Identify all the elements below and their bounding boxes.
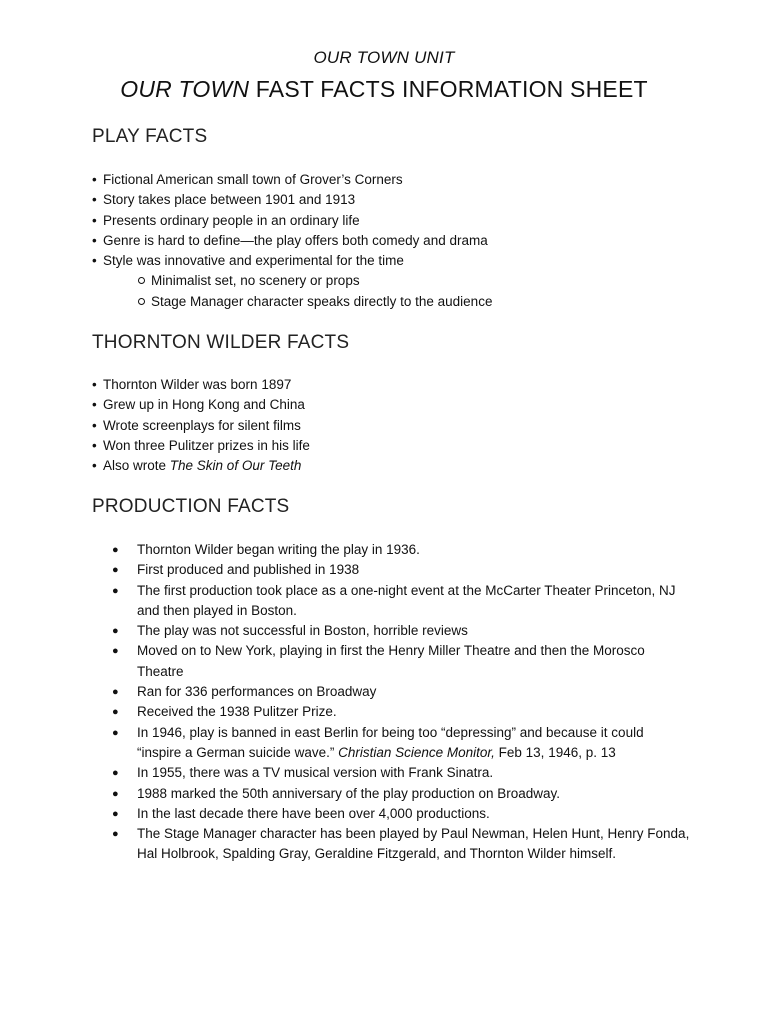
wilder-facts-heading: THORNTON WILDER FACTS — [92, 332, 350, 353]
list-item: • Grew up in Hong Kong and China — [92, 397, 305, 413]
list-item: • Also wrote The Skin of Our Teeth — [92, 458, 302, 474]
list-item: ● In 1955, there was a TV musical version with Frank Sinatra. — [112, 765, 494, 781]
page-title-rest: FAST FACTS INFORMATION SHEET — [249, 76, 648, 102]
list-item: ● Moved on to New York, playing in first the Henry Miller Theatre and then the Morosco Theatre — [112, 643, 645, 679]
wilder-facts-list — [92, 375, 310, 476]
list-item: ● Received the 1938 Pulitzer Prize. — [112, 704, 337, 720]
play-facts-list — [92, 170, 492, 312]
list-item: • Thornton Wilder was born 1897 — [92, 377, 292, 392]
unit-title: OUR TOWN UNIT — [313, 48, 455, 67]
list-item: ● In 1946, play is banned in east Berlin for being too “depressing” and because it could “inspire a German suicide wave.” Christian Science Monitor, Feb 13, 1946, p. 13 — [112, 724, 644, 760]
list-item: ● First produced and published in 1938 — [112, 562, 360, 578]
play-facts-heading: PLAY FACTS — [92, 126, 208, 147]
production-facts-list — [110, 540, 690, 865]
book-title: The Skin of Our Teeth — [169, 458, 302, 474]
list-item: ● In the last decade there have been over 4,000 productions. — [112, 805, 490, 821]
list-item: • Presents ordinary people in an ordinary life — [92, 212, 360, 228]
list-item: ● The first production took place as a one-night event at the McCarter Theater Princeton, NJ and then played in Boston. — [112, 582, 676, 618]
hollow-bullet-icon — [138, 298, 145, 305]
page-title-play-name: OUR TOWN — [120, 76, 250, 102]
list-item: • Fictional American small town of Grover’s Corners — [92, 172, 403, 187]
list-item: • Story takes place between 1901 and 1913 — [92, 192, 356, 208]
list-item: ● Ran for 336 performances on Broadway — [112, 684, 377, 700]
list-item: • Style was innovative and experimental for the time — [92, 253, 404, 269]
list-item: • Won three Pulitzer prizes in his life — [92, 437, 310, 453]
hollow-bullet-icon — [138, 277, 145, 284]
list-item: • Wrote screenplays for silent films — [92, 417, 301, 433]
list-item: ● The Stage Manager character has been played by Paul Newman, Helen Hunt, Henry Fonda, Hal Holbrook, Spalding Gray, Geraldine Fitzgerald, and Thornton Wilder himself. — [112, 826, 690, 862]
page-title — [0, 76, 768, 103]
list-item: • Genre is hard to define—the play offers both comedy and drama — [92, 232, 488, 248]
sub-list-item: Minimalist set, no scenery or props — [92, 271, 492, 291]
production-facts-heading: PRODUCTION FACTS — [92, 496, 290, 517]
list-item: ● The play was not successful in Boston, horrible reviews — [112, 623, 468, 639]
list-item: ● 1988 marked the 50th anniversary of the play production on Broadway. — [112, 785, 561, 801]
sub-list-item: Stage Manager character speaks directly to the audience — [92, 292, 492, 312]
source-title: Christian Science Monitor, — [338, 744, 495, 760]
list-item: ● Thornton Wilder began writing the play in 1936. — [112, 542, 420, 557]
